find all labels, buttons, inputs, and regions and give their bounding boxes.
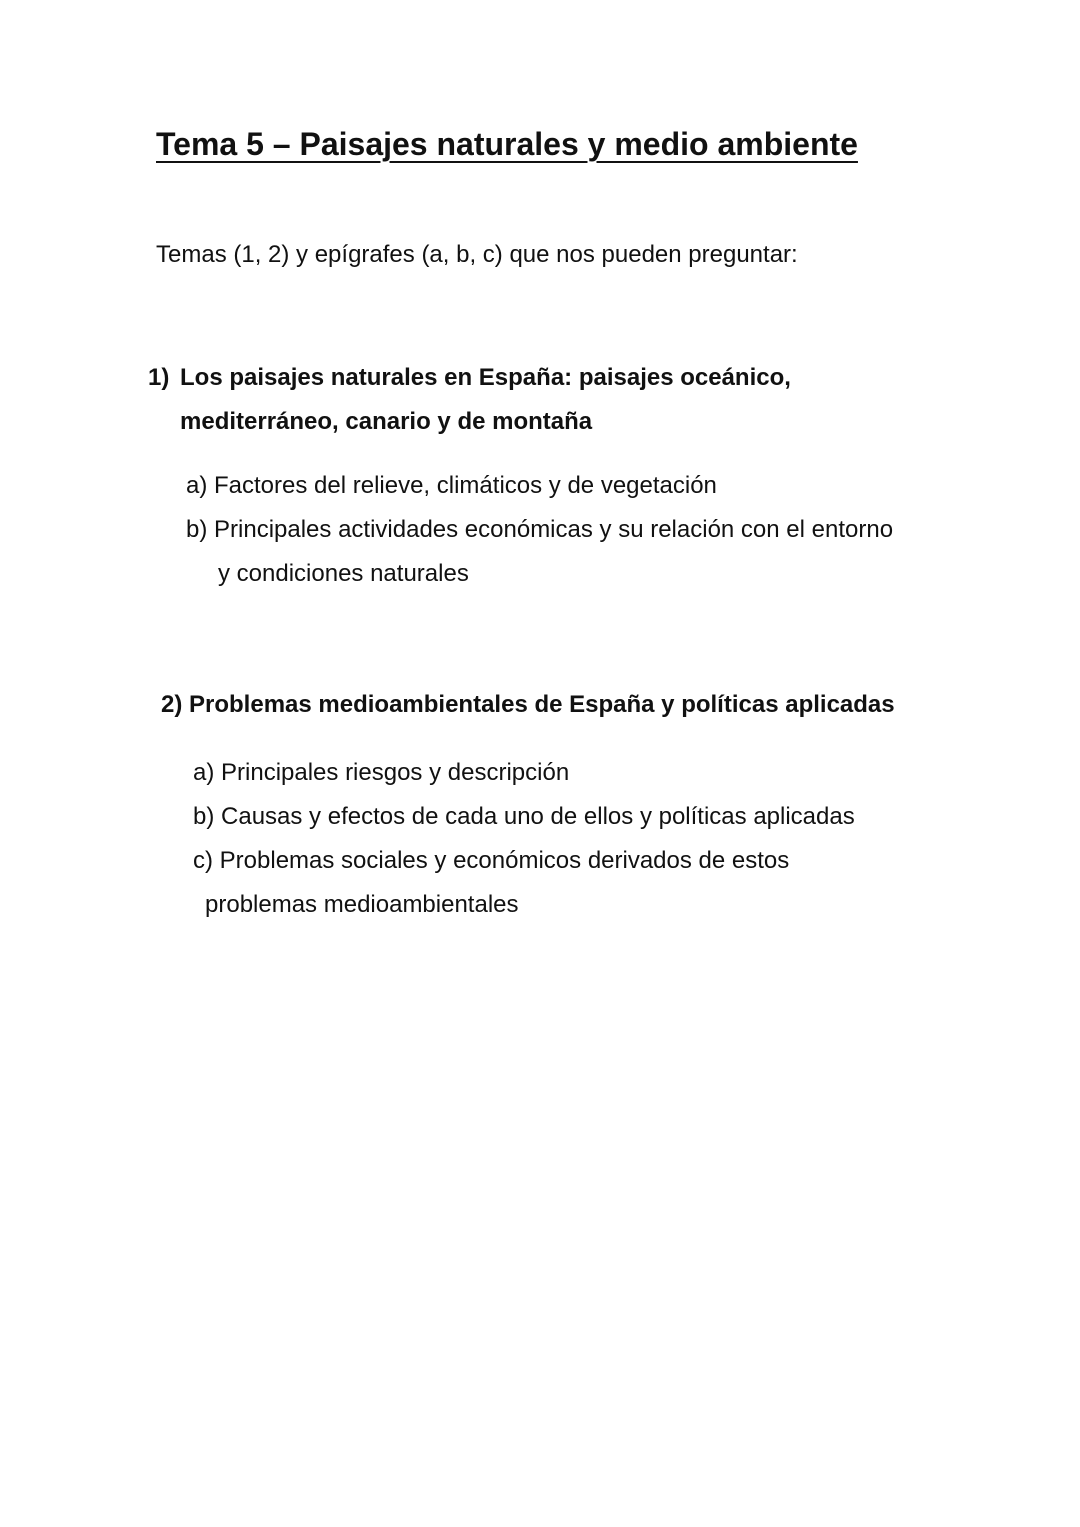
topic-2-item-c-line1: c) Problemas sociales y económicos derivados de estos xyxy=(193,847,790,874)
topic-1-heading xyxy=(148,356,925,444)
intro-text: Temas (1, 2) y epígrafes (a, b, c) que nos pueden preguntar: xyxy=(156,241,798,268)
topic-1-heading-line1: Los paisajes naturales en España: paisajes oceánico, xyxy=(180,364,791,391)
topic-1-item-a: a) Factores del relieve, climáticos y de vegetación xyxy=(186,472,717,499)
topic-1-heading-line2: mediterráneo, canario y de montaña xyxy=(180,408,593,435)
topic-2-item-a: a) Principales riesgos y descripción xyxy=(193,759,570,786)
topic-2-item-b: b) Causas y efectos de cada uno de ellos y políticas aplicadas xyxy=(193,803,855,830)
topic-2-item-c-line2: problemas medioambientales xyxy=(205,891,519,918)
topic-2-heading: 2) Problemas medioambientales de España y políticas aplicadas xyxy=(161,691,895,718)
topic-1-item-b-line2: y condiciones naturales xyxy=(218,560,469,587)
topic-2-item-c xyxy=(193,839,925,927)
topic-1-item-b xyxy=(186,508,926,596)
topic-1-item-b-line1: b) Principales actividades económicas y su relación con el entorno xyxy=(186,516,894,543)
topic-1-number: 1) xyxy=(148,364,170,391)
page-title: Tema 5 – Paisajes naturales y medio ambiente xyxy=(156,126,858,162)
